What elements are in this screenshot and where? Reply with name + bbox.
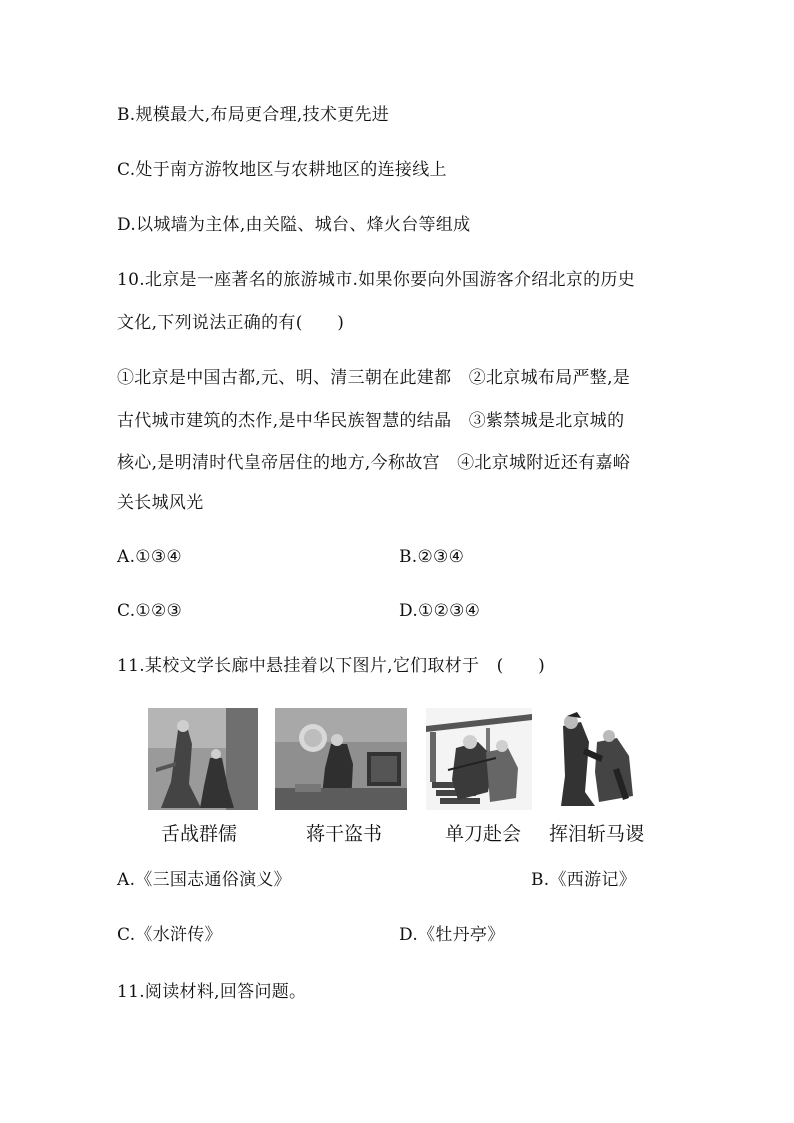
q11-option-b: B.《西游记》: [531, 870, 636, 890]
q10-statement-line-4: 关长城风光: [117, 493, 204, 513]
single-sword-meeting-illustration: [426, 708, 532, 810]
q9-option-b: B.规模最大,布局更合理,技术更先进: [117, 105, 390, 125]
caption-stealing-letter: 蒋干盗书: [306, 823, 383, 845]
q11-option-d: D.《牡丹亭》: [399, 925, 505, 945]
q10-stem-line-2: 文化,下列说法正确的有( ): [117, 313, 345, 333]
caption-single-sword-meeting: 单刀赴会: [445, 823, 522, 845]
q9-option-d: D.以城墙为主体,由关隘、城台、烽火台等组成: [117, 215, 471, 235]
q10-statement-line-2: 古代城市建筑的杰作,是中华民族智慧的结晶 ③紫禁城是北京城的: [117, 411, 625, 431]
q11-stem: 11.某校文学长廊中悬挂着以下图片,它们取材于 ( ): [117, 656, 546, 676]
q10-option-c: C.①②③: [117, 601, 183, 621]
q10-option-a: A.①③④: [117, 547, 182, 567]
q10-statement-line-1: ①北京是中国古都,元、明、清三朝在此建都 ②北京城布局严整,是: [117, 368, 631, 388]
q10-option-d: D.①②③④: [399, 601, 481, 621]
q10-stem-line-1: 10.北京是一座著名的旅游城市.如果你要向外国游客介绍北京的历史: [117, 270, 636, 290]
caption-executing-ma-su: 挥泪斩马谡: [549, 823, 645, 845]
scholars-debate-illustration: [148, 708, 258, 810]
q10-statement-line-3: 核心,是明清时代皇帝居住的地方,今称故宫 ④北京城附近还有嘉峪: [117, 453, 631, 473]
q12-stem: 11.阅读材料,回答问题。: [117, 982, 307, 1002]
q10-option-b: B.②③④: [399, 547, 465, 567]
stealing-letter-illustration: [275, 708, 407, 810]
q11-option-a: A.《三国志通俗演义》: [117, 870, 291, 890]
q9-option-c: C.处于南方游牧地区与农耕地区的连接线上: [117, 160, 447, 180]
caption-scholars-debate: 舌战群儒: [161, 823, 238, 845]
executing-ma-su-illustration: [549, 708, 641, 810]
q11-option-c: C.《水浒传》: [117, 925, 222, 945]
